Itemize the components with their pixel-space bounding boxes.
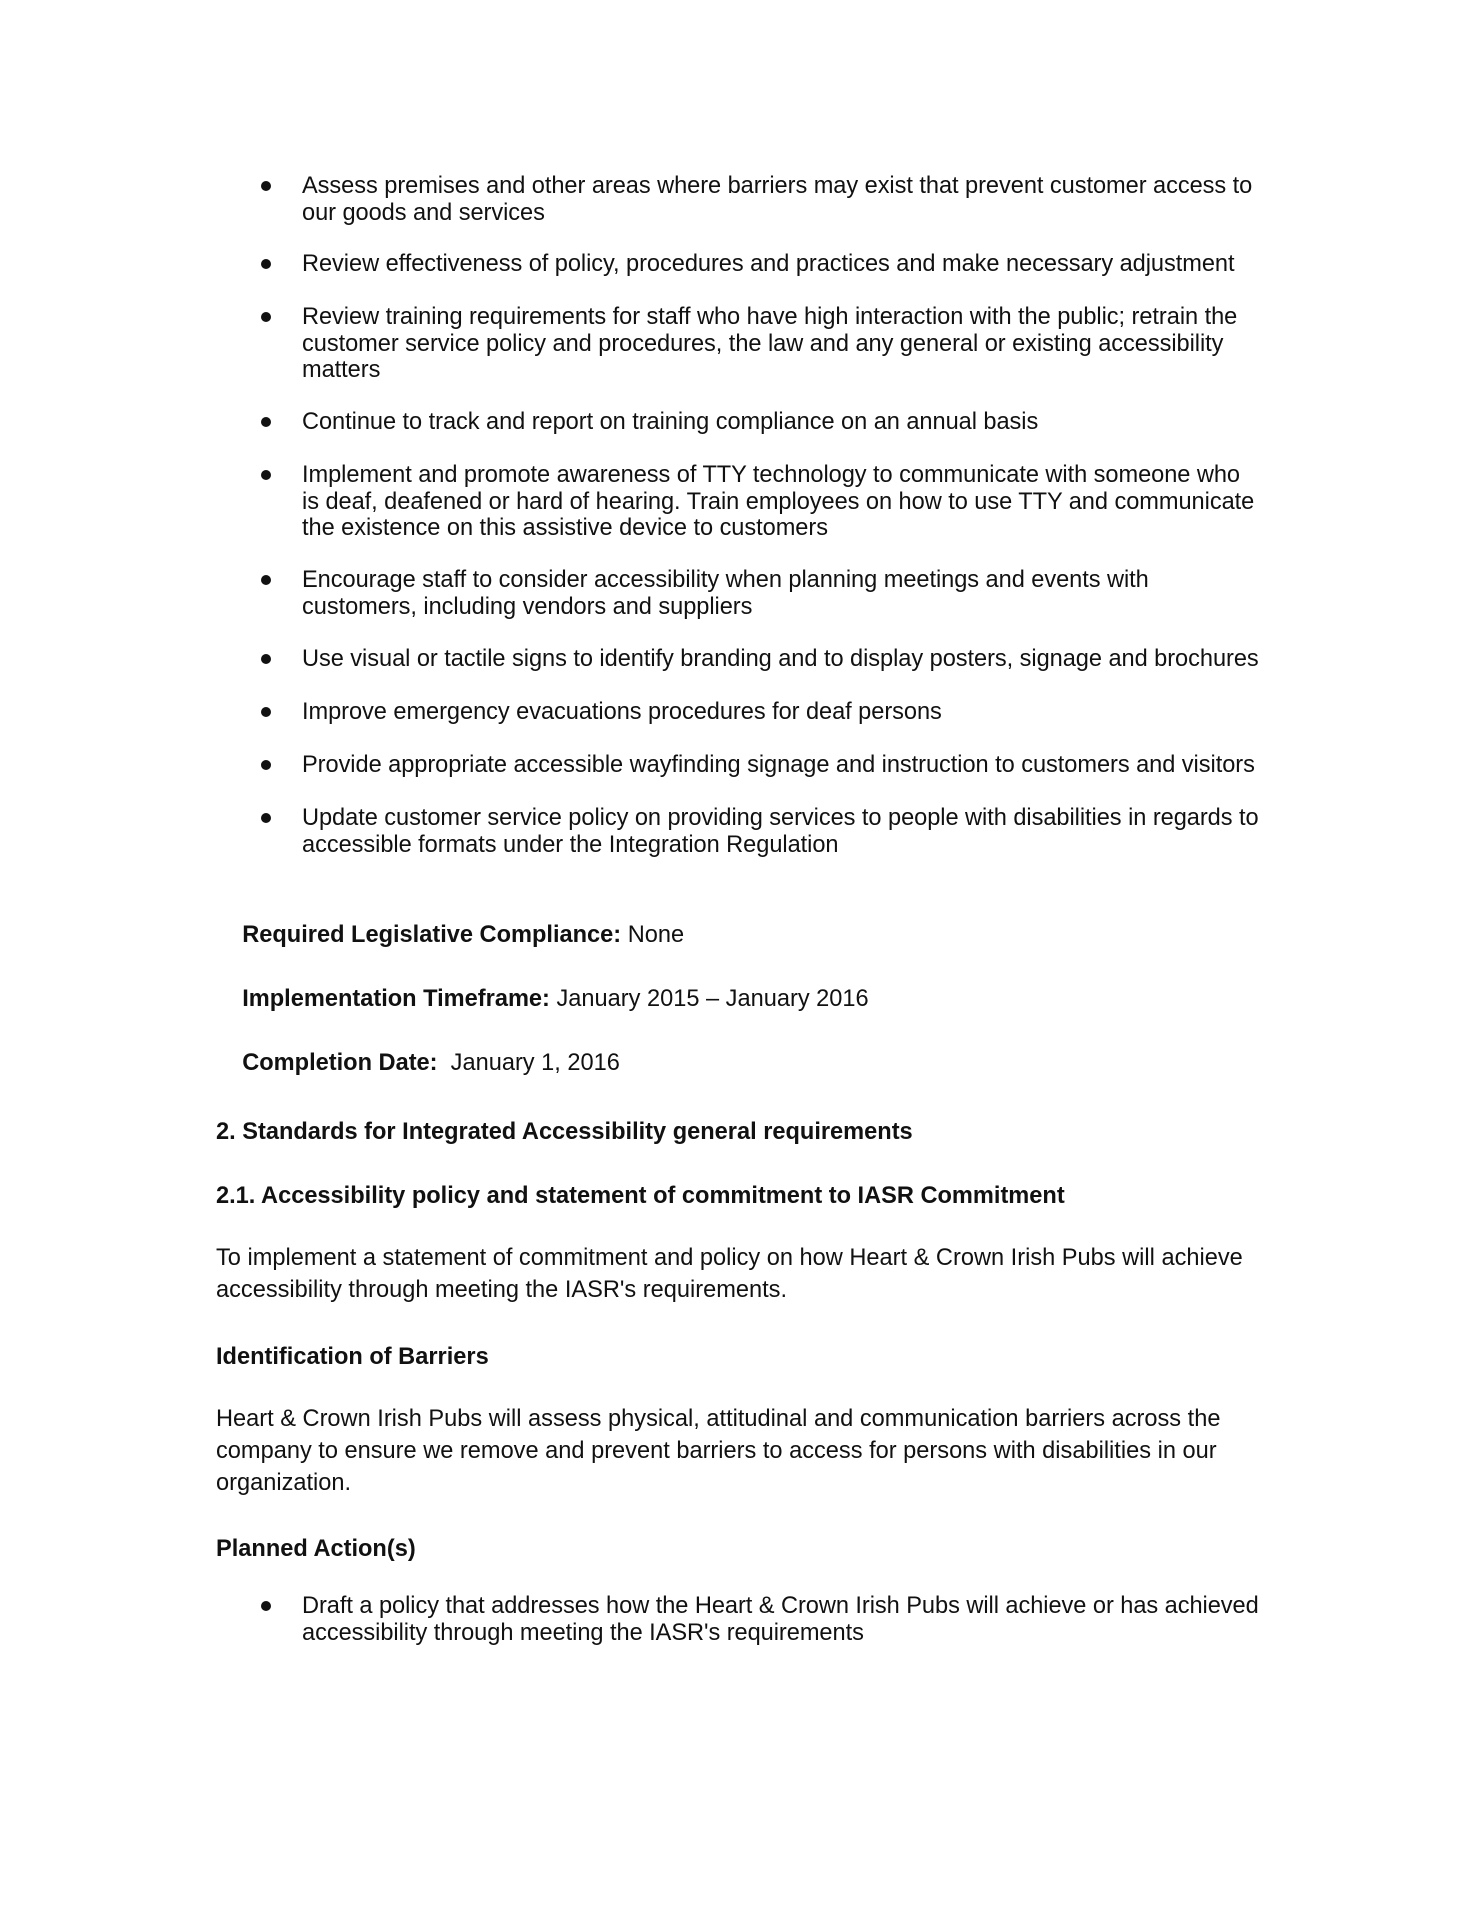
list-item-text: Use visual or tactile signs to identify branding and to display posters, signage and brochures [302, 646, 1259, 672]
bullet-icon [261, 654, 271, 664]
list-item-text: Review training requirements for staff who have high interaction with the public; retrain the customer service policy and procedures, the law and any general or existing accessibility matters [302, 304, 1238, 383]
completion-value: January 1, 2016 [437, 1050, 620, 1076]
bullet-icon [261, 470, 271, 480]
bullet-icon [261, 760, 271, 770]
list-item-text: Encourage staff to consider accessibility when planning meetings and events with customers, including vendors and suppliers [302, 567, 1149, 620]
list-item-text: Implement and promote awareness of TTY technology to communicate with someone who is deaf, deafened or hard of hearing. Train employees on how to use TTY and communicate the existence on this assistive device to customers [302, 462, 1255, 541]
bullet-icon [261, 259, 271, 269]
list-item-text: Provide appropriate accessible wayfinding signage and instruction to customers and visitors [302, 752, 1255, 778]
section-heading: 2. Standards for Integrated Accessibility general requirements [216, 1119, 913, 1145]
compliance-label: Required Legislative Compliance: [242, 922, 622, 948]
list-item-text: Review effectiveness of policy, procedures and practices and make necessary adjustment [302, 251, 1235, 277]
list-item-text: Assess premises and other areas where barriers may exist that prevent customer access to our goods and services [302, 173, 1253, 226]
barriers-paragraph: Heart & Crown Irish Pubs will assess physical, attitudinal and communication barriers across the company to ensure we remove and prevent barriers to access for persons with disabilities in our organization. [216, 1406, 1221, 1496]
list-item-text: Update customer service policy on providing services to people with disabilities in regards to accessible formats under the Integration Regulation [302, 805, 1259, 858]
list-item-text: Continue to track and report on training compliance on an annual basis [302, 409, 1039, 435]
bullet-icon [261, 707, 271, 717]
barriers-heading: Identification of Barriers [216, 1344, 489, 1370]
bullet-icon [261, 813, 271, 823]
timeframe-value: January 2015 – January 2016 [549, 986, 869, 1012]
completion-field [216, 1021, 1316, 1105]
bullet-icon [261, 575, 271, 585]
bullet-icon [261, 1601, 271, 1611]
subsection-heading: 2.1. Accessibility policy and statement of commitment to IASR Commitment [216, 1183, 1065, 1209]
completion-label: Completion Date: [242, 1050, 438, 1076]
bullet-icon [261, 312, 271, 322]
bullet-icon [261, 417, 271, 427]
planned-actions-heading: Planned Action(s) [216, 1536, 416, 1562]
intro-paragraph: To implement a statement of commitment and policy on how Heart & Crown Irish Pubs will achieve accessibility through meeting the IASR's requirements. [216, 1245, 1243, 1303]
list-item-text: Improve emergency evacuations procedures for deaf persons [302, 699, 942, 725]
timeframe-label: Implementation Timeframe: [242, 986, 550, 1012]
compliance-value: None [621, 922, 685, 948]
bullet-icon [261, 181, 271, 191]
list-item-text: Draft a policy that addresses how the Heart & Crown Irish Pubs will achieve or has achieved accessibility through meeting the IASR's requirements [302, 1593, 1259, 1646]
